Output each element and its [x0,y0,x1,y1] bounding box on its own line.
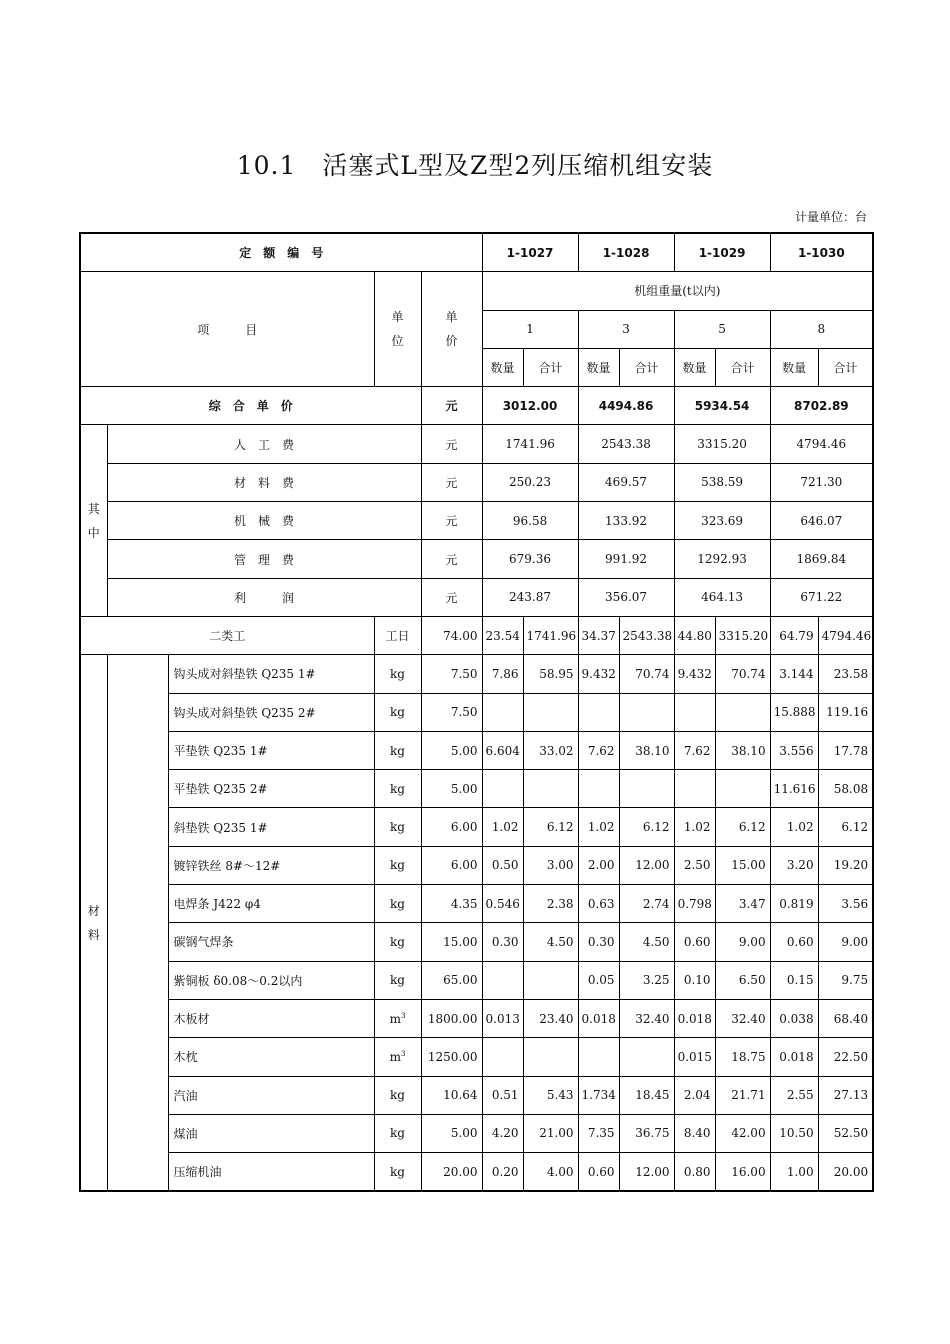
composite-label: 综 合 单 价 [80,387,421,425]
weight-value: 8 [770,310,873,348]
breakdown-item-value: 469.57 [578,463,674,501]
material-sum: 16.00 [715,1153,770,1192]
breakdown-item-value: 2543.38 [578,425,674,463]
material-name: 压缩机油 [168,1153,374,1192]
material-name: 钩头成对斜垫铁 Q235 1# [168,655,374,693]
material-price: 6.00 [421,846,482,884]
material-sum: 9.00 [715,923,770,961]
material-qty [578,1038,619,1076]
material-sum: 17.78 [818,731,873,769]
material-price: 6.00 [421,808,482,846]
material-sum: 20.00 [818,1153,873,1192]
breakdown-item-value: 991.92 [578,540,674,578]
labor-sum: 2543.38 [619,616,674,654]
material-sum: 70.74 [715,655,770,693]
quota-code: 1-1030 [770,233,873,272]
qty-header: 数量 [578,348,619,386]
material-sum [715,770,770,808]
breakdown-item-value: 4794.46 [770,425,873,463]
breakdown-row [80,463,873,501]
breakdown-row [80,578,873,616]
sum-header: 合计 [523,348,578,386]
material-unit [374,1114,421,1152]
breakdown-item-value: 671.22 [770,578,873,616]
material-price: 15.00 [421,923,482,961]
breakdown-item-value: 721.30 [770,463,873,501]
material-row [80,1153,873,1192]
sum-header: 合计 [715,348,770,386]
material-qty: 9.432 [674,655,715,693]
header-row [80,272,873,310]
material-qty: 0.10 [674,961,715,999]
material-sum: 3.56 [818,885,873,923]
qty-header: 数量 [770,348,818,386]
material-qty: 7.62 [578,731,619,769]
material-qty: 10.50 [770,1114,818,1152]
material-qty: 0.60 [770,923,818,961]
material-sum: 9.00 [818,923,873,961]
material-sum: 33.02 [523,731,578,769]
material-sum: 4.50 [523,923,578,961]
material-price: 5.00 [421,770,482,808]
material-qty [578,770,619,808]
material-qty: 0.546 [482,885,523,923]
material-sum: 119.16 [818,693,873,731]
material-unit-text: kg [390,743,405,758]
breakdown-row [80,425,873,463]
material-qty: 0.60 [674,923,715,961]
material-sum [619,1038,674,1076]
material-sum: 58.08 [818,770,873,808]
composite-value: 8702.89 [770,387,873,425]
composite-value: 4494.86 [578,387,674,425]
quota-number-label: 定 额 编 号 [80,233,482,272]
material-qty: 9.432 [578,655,619,693]
material-qty: 0.018 [770,1038,818,1076]
material-name: 紫铜板 δ0.08～0.2以内 [168,961,374,999]
material-qty [482,961,523,999]
material-qty: 2.04 [674,1076,715,1114]
breakdown-item-value: 1292.93 [674,540,770,578]
material-sum: 3.47 [715,885,770,923]
breakdown-item-value: 3315.20 [674,425,770,463]
material-qty: 0.798 [674,885,715,923]
material-row [80,923,873,961]
material-unit [374,731,421,769]
material-sum: 32.40 [619,999,674,1037]
item-header: 项 目 [80,272,374,387]
material-unit [374,770,421,808]
material-price: 1250.00 [421,1038,482,1076]
breakdown-item-value: 538.59 [674,463,770,501]
composite-value: 3012.00 [482,387,578,425]
weight-header: 机组重量(t以内) [482,272,873,310]
material-qty: 7.35 [578,1114,619,1152]
material-sum: 6.12 [619,808,674,846]
breakdown-item-value: 243.87 [482,578,578,616]
material-sum: 36.75 [619,1114,674,1152]
material-sum: 52.50 [818,1114,873,1152]
material-row [80,961,873,999]
material-group-label: 材 料 [80,655,107,1192]
material-qty [578,693,619,731]
labor-qty: 34.37 [578,616,619,654]
material-qty: 2.00 [578,846,619,884]
material-sum: 38.10 [715,731,770,769]
material-qty: 7.86 [482,655,523,693]
breakdown-item-name: 机 械 费 [107,502,421,540]
composite-value: 5934.54 [674,387,770,425]
material-unit [374,885,421,923]
quota-code: 1-1029 [674,233,770,272]
material-sum: 21.00 [523,1114,578,1152]
material-unit [374,808,421,846]
material-unit-text: m [389,1049,401,1064]
material-sum: 9.75 [818,961,873,999]
material-qty: 0.038 [770,999,818,1037]
labor-sum: 1741.96 [523,616,578,654]
material-sum: 18.75 [715,1038,770,1076]
material-unit-text: kg [390,1126,405,1141]
quota-table [79,232,874,1192]
material-price: 65.00 [421,961,482,999]
material-price: 5.00 [421,731,482,769]
unit-note: 计量单位：台 [794,210,867,224]
material-sum: 70.74 [619,655,674,693]
material-price: 10.64 [421,1076,482,1114]
material-subgroup-blank [107,655,168,1192]
page-title: 10.1 活塞式L型及Z型2列压缩机组安装 [236,151,714,180]
material-sum: 23.58 [818,655,873,693]
material-row [80,846,873,884]
material-qty: 0.15 [770,961,818,999]
quota-code: 1-1027 [482,233,578,272]
material-unit [374,693,421,731]
material-sum: 32.40 [715,999,770,1037]
material-unit [374,1038,421,1076]
material-name: 镀锌铁丝 8#～12# [168,846,374,884]
material-sum [619,770,674,808]
material-sum: 3.00 [523,846,578,884]
material-qty: 0.80 [674,1153,715,1192]
material-row [80,999,873,1037]
material-sum: 21.71 [715,1076,770,1114]
breakdown-item-name: 材 料 费 [107,463,421,501]
labor-row [80,616,873,654]
material-unit [374,999,421,1037]
labor-name: 二类工 [80,616,374,654]
material-sum: 6.12 [715,808,770,846]
material-qty: 0.51 [482,1076,523,1114]
material-qty: 1.02 [482,808,523,846]
material-sum: 58.95 [523,655,578,693]
material-name: 碳钢气焊条 [168,923,374,961]
material-unit-superscript: 3 [400,1049,406,1058]
material-sum: 38.10 [619,731,674,769]
material-price: 5.00 [421,1114,482,1152]
material-sum: 12.00 [619,846,674,884]
material-sum: 4.00 [523,1153,578,1192]
material-price: 4.35 [421,885,482,923]
material-sum: 18.45 [619,1076,674,1114]
unit-header: 单 位 [374,272,421,387]
material-qty: 1.02 [674,808,715,846]
breakdown-group-label: 其 中 [80,425,107,616]
material-name: 汽油 [168,1076,374,1114]
composite-unit: 元 [421,387,482,425]
breakdown-item-value: 250.23 [482,463,578,501]
qty-header: 数量 [482,348,523,386]
labor-qty: 23.54 [482,616,523,654]
material-sum: 5.43 [523,1076,578,1114]
material-name: 平垫铁 Q235 1# [168,731,374,769]
material-qty: 3.556 [770,731,818,769]
material-qty [482,770,523,808]
material-sum: 27.13 [818,1076,873,1114]
material-qty: 3.20 [770,846,818,884]
material-unit [374,923,421,961]
material-sum [619,693,674,731]
material-price: 1800.00 [421,999,482,1037]
material-qty: 0.63 [578,885,619,923]
labor-qty: 44.80 [674,616,715,654]
material-qty: 1.02 [578,808,619,846]
material-qty: 0.013 [482,999,523,1037]
material-qty: 0.819 [770,885,818,923]
material-price: 7.50 [421,655,482,693]
breakdown-item-value: 1741.96 [482,425,578,463]
material-qty: 0.20 [482,1153,523,1192]
material-row [80,1038,873,1076]
material-qty: 0.60 [578,1153,619,1192]
material-qty: 11.616 [770,770,818,808]
material-qty: 1.00 [770,1153,818,1192]
material-sum: 6.12 [523,808,578,846]
material-qty [482,1038,523,1076]
material-row [80,1076,873,1114]
material-row [80,885,873,923]
material-unit [374,961,421,999]
breakdown-item-name: 人 工 费 [107,425,421,463]
sum-header: 合计 [818,348,873,386]
material-name: 平垫铁 Q235 2# [168,770,374,808]
material-qty: 2.55 [770,1076,818,1114]
material-sum: 15.00 [715,846,770,884]
material-name: 钩头成对斜垫铁 Q235 2# [168,693,374,731]
breakdown-item-value: 96.58 [482,502,578,540]
qty-header: 数量 [674,348,715,386]
material-sum: 68.40 [818,999,873,1037]
material-sum: 12.00 [619,1153,674,1192]
labor-unit: 工日 [374,616,421,654]
material-qty: 7.62 [674,731,715,769]
material-name: 斜垫铁 Q235 1# [168,808,374,846]
material-price: 20.00 [421,1153,482,1192]
material-row [80,693,873,731]
composite-price-row [80,387,873,425]
labor-price: 74.00 [421,616,482,654]
breakdown-item-value: 323.69 [674,502,770,540]
material-sum: 42.00 [715,1114,770,1152]
material-qty: 0.018 [674,999,715,1037]
weight-value: 1 [482,310,578,348]
material-qty: 1.02 [770,808,818,846]
breakdown-item-unit: 元 [421,540,482,578]
material-sum: 4.50 [619,923,674,961]
material-row [80,731,873,769]
breakdown-item-unit: 元 [421,578,482,616]
material-sum [523,770,578,808]
material-qty: 0.30 [578,923,619,961]
breakdown-item-unit: 元 [421,463,482,501]
material-name: 煤油 [168,1114,374,1152]
material-name: 木枕 [168,1038,374,1076]
material-qty: 0.50 [482,846,523,884]
material-unit-text: kg [390,858,405,873]
breakdown-item-unit: 元 [421,502,482,540]
material-qty: 0.05 [578,961,619,999]
material-price: 7.50 [421,693,482,731]
material-sum [523,693,578,731]
breakdown-item-value: 133.92 [578,502,674,540]
material-row [80,770,873,808]
material-unit [374,1076,421,1114]
material-unit [374,846,421,884]
material-unit-text: m [389,1011,401,1026]
material-row [80,808,873,846]
breakdown-item-name: 管 理 费 [107,540,421,578]
material-sum: 6.50 [715,961,770,999]
material-qty: 0.018 [578,999,619,1037]
breakdown-item-value: 356.07 [578,578,674,616]
material-unit-text: kg [390,781,405,796]
material-unit-text: kg [390,1088,405,1103]
material-name: 电焊条 J422 φ4 [168,885,374,923]
material-qty: 15.888 [770,693,818,731]
material-sum: 23.40 [523,999,578,1037]
material-unit [374,655,421,693]
material-qty: 2.50 [674,846,715,884]
material-sum: 22.50 [818,1038,873,1076]
sum-header: 合计 [619,348,674,386]
price-header: 单 价 [421,272,482,387]
material-unit-text: kg [390,896,405,911]
material-sum: 19.20 [818,846,873,884]
material-name: 木板材 [168,999,374,1037]
breakdown-item-value: 679.36 [482,540,578,578]
material-qty: 6.604 [482,731,523,769]
material-unit-text: kg [390,1164,405,1179]
material-qty: 1.734 [578,1076,619,1114]
breakdown-item-value: 1869.84 [770,540,873,578]
material-unit-text: kg [390,973,405,988]
material-qty: 8.40 [674,1114,715,1152]
quota-code: 1-1028 [578,233,674,272]
material-qty: 0.30 [482,923,523,961]
weight-value: 5 [674,310,770,348]
material-qty: 4.20 [482,1114,523,1152]
weight-value: 3 [578,310,674,348]
material-unit-text: kg [390,705,405,720]
material-sum [523,1038,578,1076]
material-sum: 3.25 [619,961,674,999]
breakdown-item-value: 464.13 [674,578,770,616]
breakdown-row [80,502,873,540]
material-sum [523,961,578,999]
material-unit-text: kg [390,820,405,835]
material-unit-text: kg [390,666,405,681]
material-row [80,655,873,693]
material-sum: 2.74 [619,885,674,923]
labor-sum: 3315.20 [715,616,770,654]
material-qty [674,770,715,808]
labor-sum: 4794.46 [818,616,873,654]
material-unit [374,1153,421,1192]
material-qty [674,693,715,731]
material-sum: 6.12 [818,808,873,846]
material-row [80,1114,873,1152]
material-unit-superscript: 3 [400,1011,406,1020]
material-sum [715,693,770,731]
material-qty: 3.144 [770,655,818,693]
breakdown-row [80,540,873,578]
material-unit-text: kg [390,934,405,949]
breakdown-item-value: 646.07 [770,502,873,540]
material-qty: 0.015 [674,1038,715,1076]
material-sum: 2.38 [523,885,578,923]
breakdown-item-name: 利 润 [107,578,421,616]
material-qty [482,693,523,731]
labor-qty: 64.79 [770,616,818,654]
quota-number-row [80,233,873,272]
breakdown-item-unit: 元 [421,425,482,463]
